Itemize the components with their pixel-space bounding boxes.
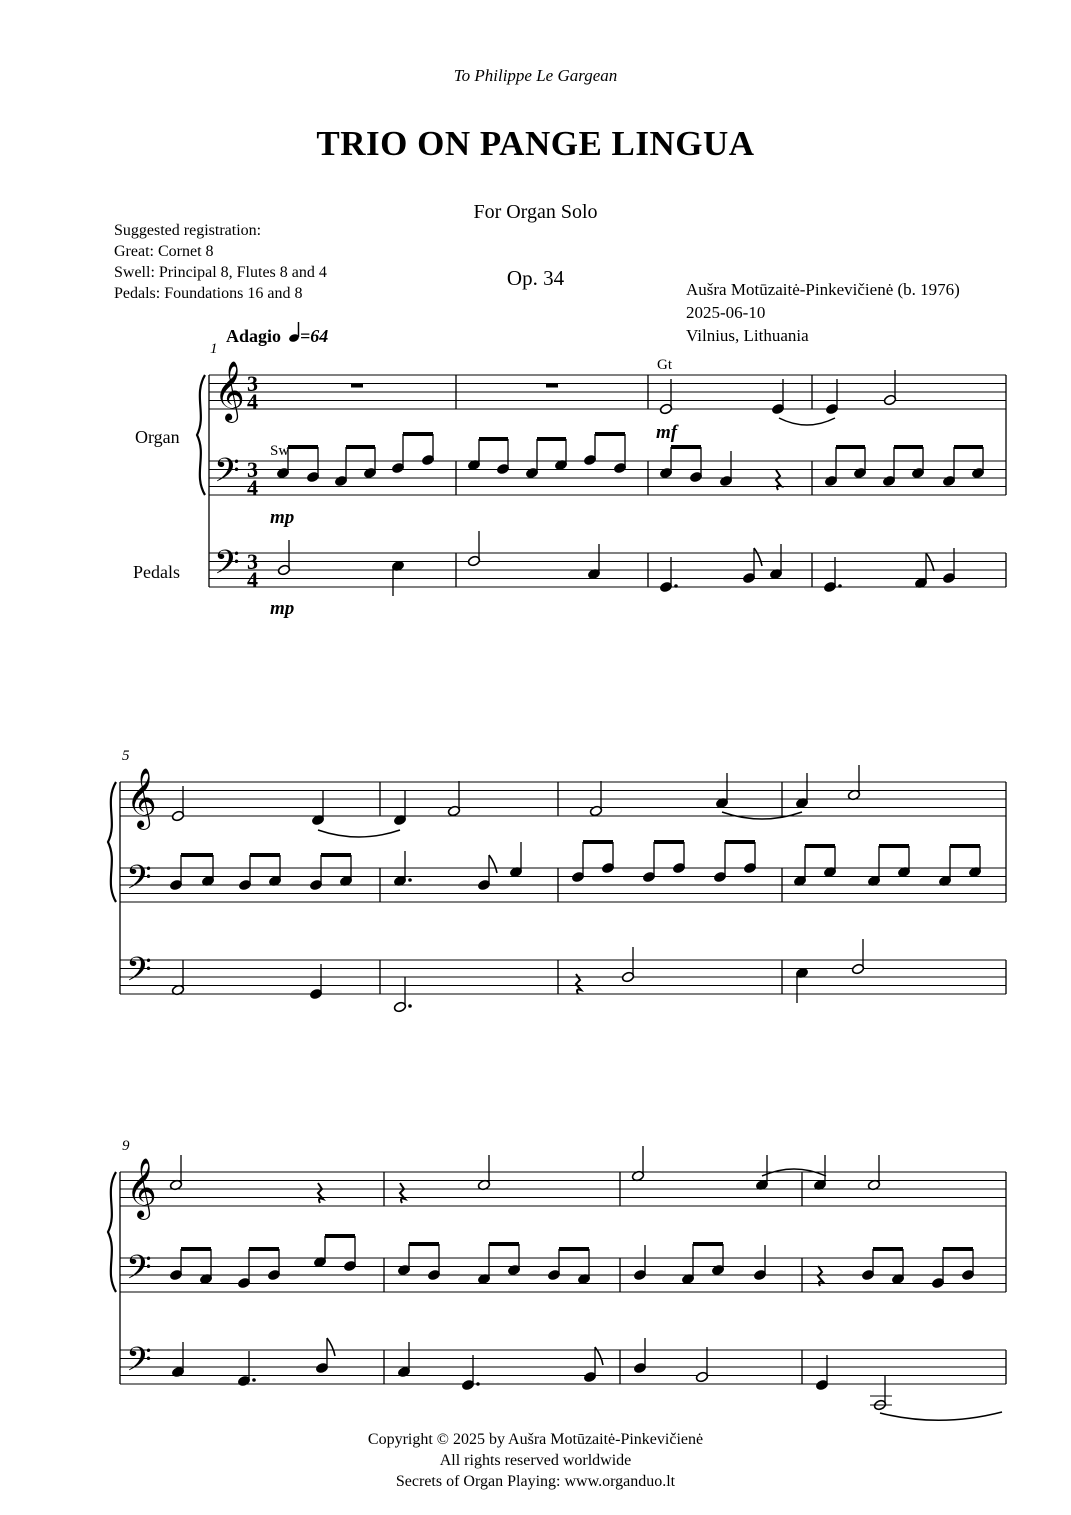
system-brace	[108, 782, 116, 902]
augmentation-dot	[674, 584, 678, 588]
time-signature-bottom: 4	[247, 567, 258, 592]
subtitle: For Organ Solo	[473, 201, 598, 223]
quarter-rest	[318, 1183, 323, 1203]
measure-number: 1	[210, 341, 218, 357]
bass-clef-icon: 𝄢	[214, 544, 240, 589]
instrument-label-pedals: Pedals	[133, 562, 180, 582]
opus-number: Op. 34	[506, 266, 565, 290]
measure-number: 9	[122, 1138, 130, 1154]
tempo-marking: Adagio	[226, 326, 282, 346]
time-signature-top: 3	[247, 457, 258, 482]
piece-title: TRIO ON PANGE LINGUA	[316, 124, 755, 163]
tie	[880, 1412, 1002, 1420]
augmentation-dot	[408, 1004, 412, 1008]
time-signature-bottom: 4	[247, 389, 258, 414]
note-flag	[754, 548, 762, 566]
bass-clef-icon: 𝄢	[126, 951, 152, 996]
registration-line: Great: Cornet 8	[114, 243, 214, 260]
augmentation-dot	[838, 584, 842, 588]
treble-clef-icon: 𝄞	[126, 1160, 157, 1217]
rights-line: All rights reserved worldwide	[439, 1452, 632, 1469]
treble-clef-icon: 𝄞	[214, 363, 245, 420]
system-brace	[197, 375, 205, 495]
composition-place: Vilnius, Lithuania	[686, 326, 809, 345]
registration-line: Pedals: Foundations 16 and 8	[114, 285, 303, 302]
augmentation-dot	[476, 1382, 480, 1386]
instrument-label-organ: Organ	[135, 427, 180, 447]
time-signature-top: 3	[247, 549, 258, 574]
bass-clef-icon: 𝄢	[126, 859, 152, 904]
measure-rest	[546, 384, 558, 388]
tempo-value: =64	[300, 326, 329, 346]
registration-line: Swell: Principal 8, Flutes 8 and 4	[114, 264, 327, 281]
dynamic-great: mf	[656, 422, 678, 443]
notation-layer	[108, 361, 1006, 1420]
bass-clef-icon: 𝄢	[214, 452, 240, 497]
system-brace	[108, 1172, 116, 1292]
measure-number: 5	[122, 748, 130, 764]
copyright-footer	[0, 1429, 1071, 1492]
augmentation-dot	[252, 1378, 256, 1382]
tie	[779, 418, 835, 425]
quarter-rest	[400, 1183, 405, 1203]
manual-label-swell: Sw	[270, 443, 290, 459]
dedication: To Philippe Le Gargean	[453, 66, 618, 85]
composer-name: Aušra Motūzaitė-Pinkevičienė (b. 1976)	[686, 280, 960, 299]
manual-label-great: Gt	[657, 357, 672, 373]
time-signature-top: 3	[247, 371, 258, 396]
bass-clef-icon: 𝄢	[126, 1249, 152, 1294]
treble-clef-icon: 𝄞	[126, 770, 157, 827]
registration-line: Suggested registration:	[114, 222, 262, 239]
augmentation-dot	[408, 878, 412, 882]
composition-date: 2025-06-10	[686, 303, 766, 322]
dynamic-pedals: mp	[270, 598, 295, 619]
tie	[318, 830, 400, 837]
website-line: Secrets of Organ Playing: www.organduo.lt	[395, 1473, 676, 1490]
bass-clef-icon: 𝄢	[126, 1341, 152, 1386]
note-flag	[327, 1338, 335, 1356]
copyright-line: Copyright © 2025 by Aušra Motūzaitė-Pinkevičienė	[367, 1431, 704, 1448]
time-signature-bottom: 4	[247, 475, 258, 500]
dynamic-swell: mp	[270, 507, 295, 528]
note-flag	[489, 855, 497, 873]
measure-rest	[351, 384, 363, 388]
